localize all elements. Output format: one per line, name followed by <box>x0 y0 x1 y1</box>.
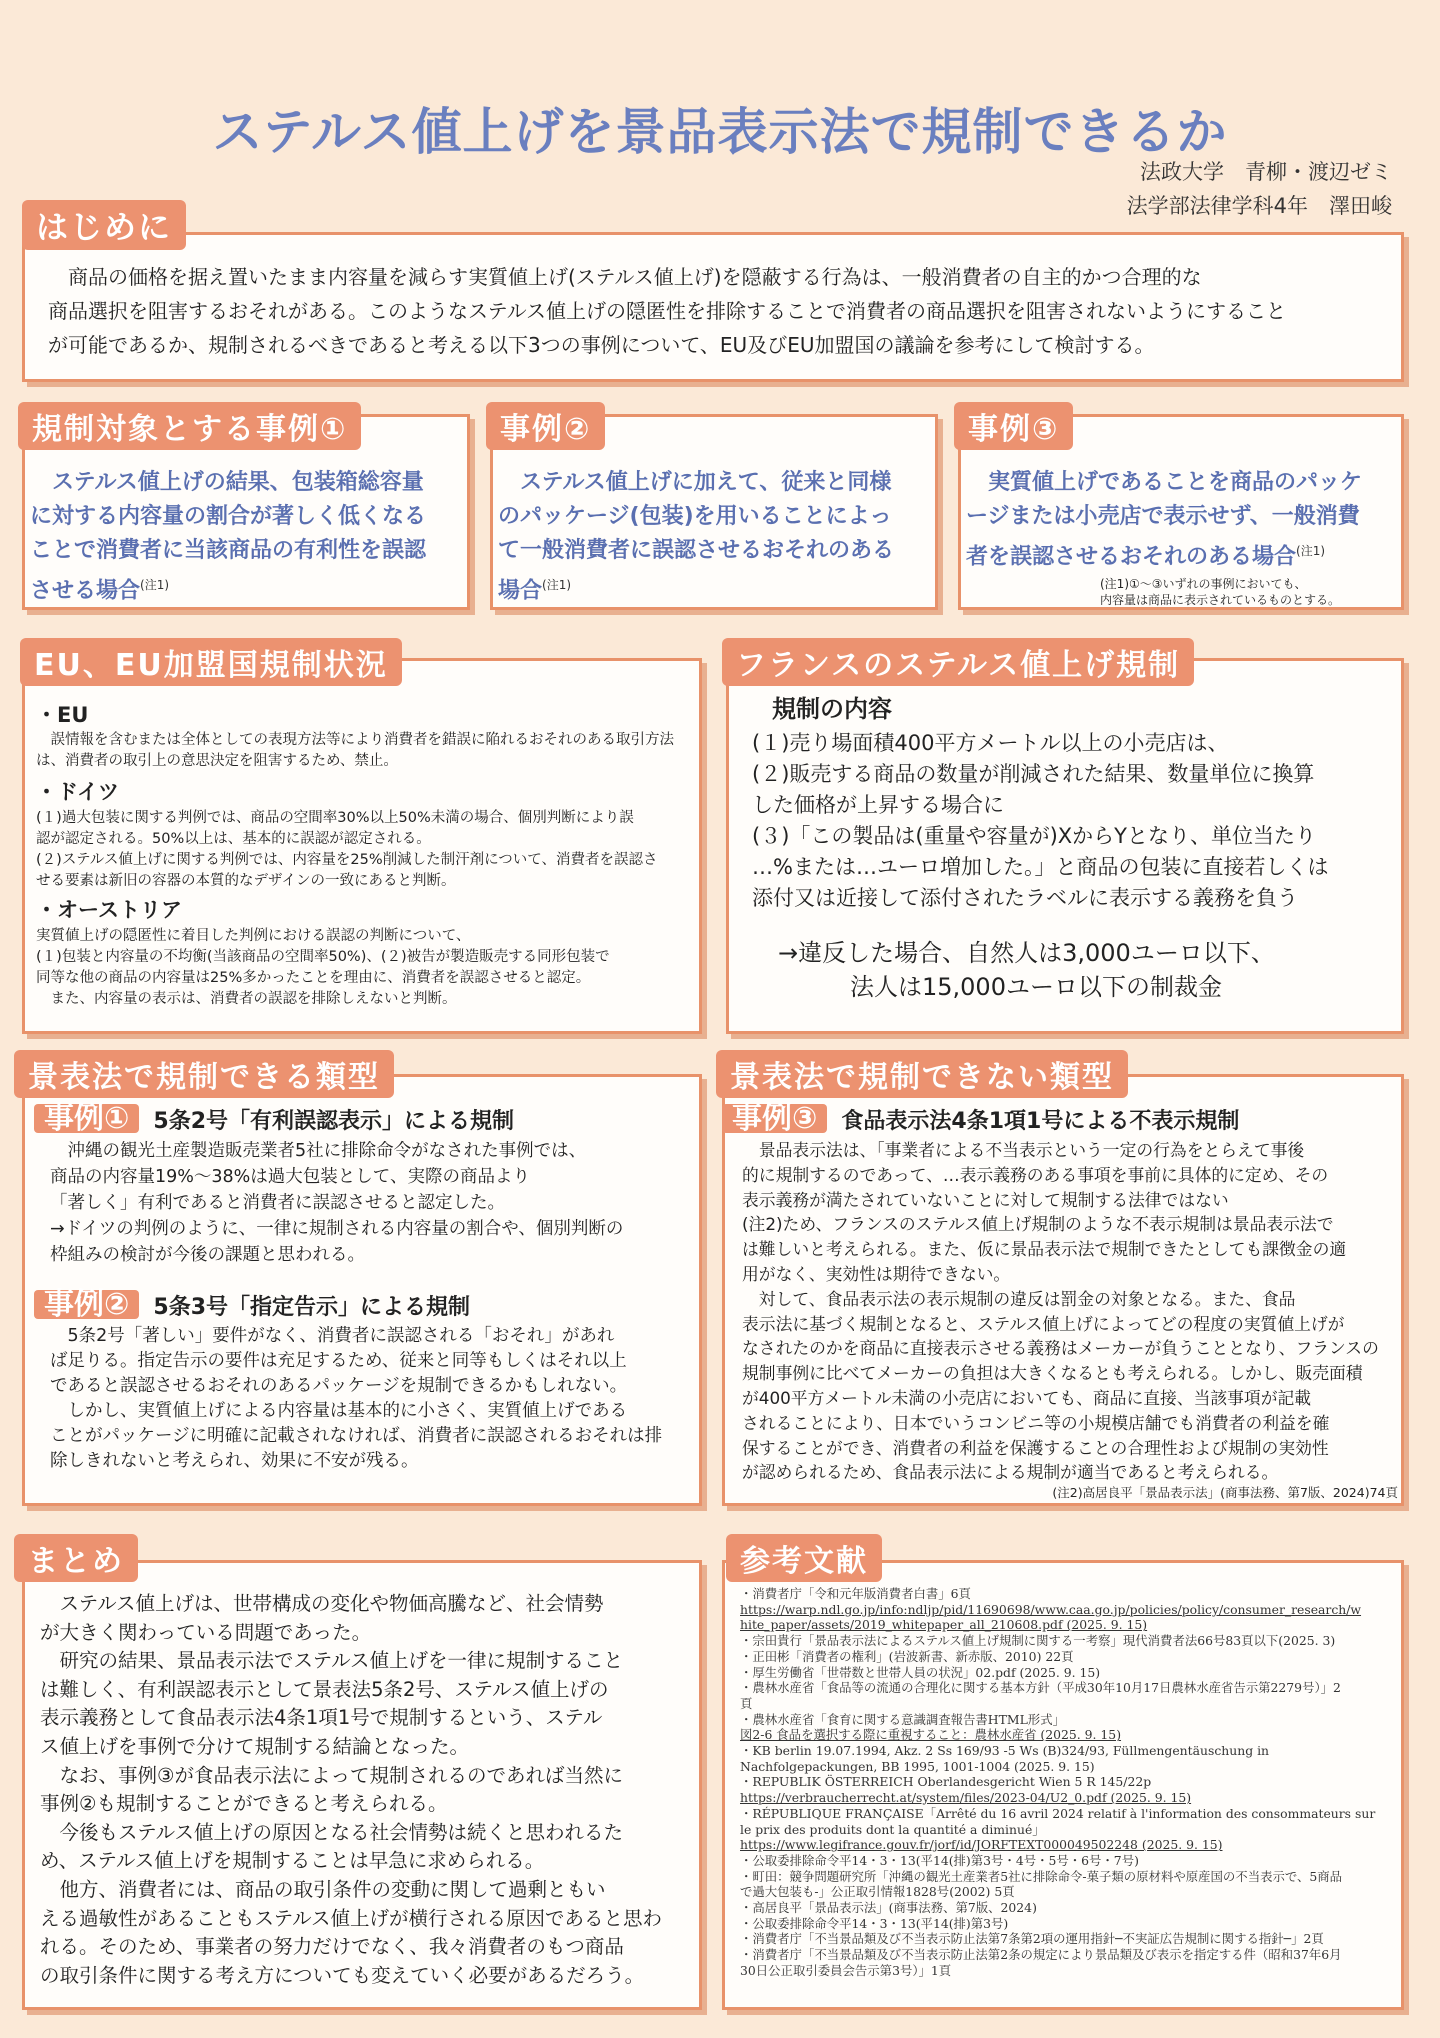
can-case2-tag: 事例② <box>34 1290 139 1319</box>
can-case1-tag: 事例① <box>34 1104 139 1133</box>
refs-list: ・消費者庁「令和元年版消費者白書」6頁 https://warp.ndl.go.jp/info:ndljp/pid/11690698/www.caa.go.jp/policies/policy/consumer_research/w hite_paper/assets/2019_whitepaper_all_210608.pdf (2025. 9. 15) ・宗田貴行「景品表示法によるステルス値上げ規制に関する一考察」現代消費者法66号83頁以下(2025. 3) ・正田彬「消費者の権利」(岩波新書、新赤版、2010) 22頁 ・厚生労働省「世帯数と世帯人員の状況」02.pdf (2025. 9. 15) ・農林水産省「食品等の流通の合理化に関する基本方針（平成30年10月17日農林水産省告示第2279号）」2 頁 ・農林水産省「食育に関する意識調査報告書HTML形式」 図2-6 食品を選択する際に重視すること：農林水産省 (2025. 9. 15) ・KB berlin 19.07.1994, Akz. 2 Ss 169/93 -5 Ws (B)324/93, Füllmengentäuschung in Nachfolgepackungen, BB 1995, 1001-1004 (2025. 9. 15) ・REPUBLIK ÖSTERREICH Oberlandesgericht Wien 5 R 145/22p https://verbraucherrecht.at/system/files/2023-04/U2_0.pdf (2025. 9. 15) ・RÉPUBLIQUE FRANÇAISE「Arrêté du 16 avril 2024 relatif à l'information des consommateurs sur le prix des produits dont la quantité a diminué」 https://www.legifrance.gouv.fr/jorf/id/JORFTEXT000049502248 (2025. 9. 15) ・公取委排除命令平14・3・13(平14(排)第3号・4号・5号・6号・7号) ・町田：競争問題研究所「沖縄の観光土産業者5社に排除命令-菓子類の原材料や原産国の不当表示で、5商品 で過大包装も-」公正取引情報1828号(2002) 5頁 ・高居良平「景品表示法」(商事法務、第7版、2024) ・公取委排除命令平14・3・13(平14(排)第3号) ・消費者庁「不当景品類及び不当表示防止法第7条第2項の運用指針─不実証広告規制に関する指針─」2頁 ・消費者庁「不当景品類及び不当表示防止法第2条の規定により景品類及び表示を指定する件（昭和37年6月 30日公正取引委員会告示第3号）」1頁 <box>740 1586 1376 1978</box>
case1-heading: 規制対象とする事例① <box>18 402 361 450</box>
cannot-case3-tag: 事例③ <box>722 1104 827 1133</box>
author-line-2: 法学部法律学科4年 澤田峻 <box>1126 194 1392 218</box>
can-heading: 景表法で規制できる類型 <box>14 1050 394 1098</box>
case3-heading: 事例③ <box>954 402 1073 450</box>
case2-text: ステルス値上げに加えて、従来と同様 のパッケージ(包装)を用いることによっ て一般消費者に誤認させるおそれのある 場合$^{(注1)}$ <box>498 470 895 604</box>
case1-text: ステルス値上げの結果、包装箱総容量 に対する内容量の割合が著しく低くなる ことで消費者に当該商品の有利性を誤認 させる場合$^{(注1)}$ <box>30 470 427 604</box>
author-line-1: 法政大学 青柳・渡辺ゼミ <box>1140 160 1392 184</box>
eu-content: ・EU 誤情報を含むまたは全体としての表現方法等により消費者を錯誤に陥れるおそれのある取引方法 は、消費者の取引上の意思決定を阻害するため、禁止。 ・ドイツ (１)過大包装に関する判例では、商品の空間率30%以上50%未満の場合、個別判断により誤 認が認定される。50%以上は、基本的に誤認が認定される。 (２)ステルス値上げに関する判例では、内容量を25%削減した制汗剤について、消費者を誤認さ せる要素は新旧の容器の本質的なデザインの一致にあると判断。 ・オーストリア 実質値上げの隠匿性に着目した判例における誤認の判断について、 (１)包装と内容量の不均衡(当該商品の空間率50%)、(２)被告が製造販売する同形包装で 同等な他の商品の内容量は25%多かったことを理由に、消費者を誤認させると認定。 また、内容量の表示は、消費者の誤認を排除しえないと判断。 <box>36 703 674 1007</box>
france-heading: フランスのステルス値上げ規制 <box>722 638 1194 686</box>
eu-heading: EU、EU加盟国規制状況 <box>20 638 402 686</box>
can-case1: 事例① 5条2号「有利誤認表示」による規制 沖縄の観光土産製造販売業者5社に排除命令がなされた事例では、 商品の内容量19%～38%は過大包装として、実際の商品より 「著しく」有利であると消費者に誤認させると認定した。 →ドイツの判例のように、一律に規制される内容量の割合や、個別判断の 枠組みの検討が今後の課題と思われる。 <box>34 1104 704 1268</box>
summary-heading: まとめ <box>14 1534 138 1582</box>
refs-heading: 参考文献 <box>726 1534 882 1582</box>
summary-text: ステルス値上げは、世帯構成の変化や物価高騰など、社会情勢 が大きく関わっている問題であった。 研究の結果、景品表示法でステルス値上げを一律に規制すること は難しく、有利誤認表示として景表法5条2号、ステルス値上げの 表示義務として食品表示法4条1項1号で規制するという、ステル ス値上げを事例で分けて規制する結論となった。 なお、事例③が食品表示法によって規制されるのであれば当然に 事例②も規制することができると考えられる。 今後もステルス値上げの原因となる社会情勢は続くと思われるた め、ステルス値上げを規制することは早急に求められる。 他方、消費者には、商品の取引条件の変動に関して過剰ともい える過敏性があることもステルス値上げが横行される原因であると思わ れる。そのため、事業者の努力だけでなく、我々消費者のもつ商品 の取引条件に関する考え方についても変えていく必要があるだろう。 <box>40 1592 663 1987</box>
can-case2: 事例② 5条3号「指定告示」による規制 5条2号「著しい」要件がなく、消費者に誤認される「おそれ」があれ ば足りる。指定告示の要件は充足するため、従来と同等もしくはそれ以上 であると誤認させるおそれのあるパッケージを規制できるかもしれない。 しかし、実質値上げによる内容量は基本的に小さく、実質値上げである ことがパッケージに明確に記載されなければ、消費者に誤認されるおそれは排 除しきれないと考えられ、効果に不安が残る。 <box>34 1290 704 1474</box>
france-content: 規制の内容 (１)売り場面積400平方メートル以上の小売店は、 (２)販売する商品の数量が削減された結果、数量単位に換算 した価格が上昇する場合に (３)「この製品は(重量や容量が)XからYとなり、単位当たり …%または…ユーロ増加した。」と商品の包装に直接若しくは 添付又は近接して添付されたラベルに表示する義務を負う →違反した場合、自然人は3,000ユーロ以下、 法人は15,000ユーロ以下の制裁金 <box>752 695 1329 1001</box>
case3-footnote: (注1)①～③いずれの事例においても、 内容量は商品に表示されているものとする。 <box>1100 577 1341 607</box>
intro-text: 商品の価格を据え置いたまま内容量を減らす実質値上げ(ステルス値上げ)を隠蔽する行為は、一般消費者の自主的かつ合理的な 商品選択を阻害するおそれがある。このようなステルス値上げの隠匿性を排除することで消費者の商品選択を阻害されないようにすること が可能であるか、規制されるべきであると考える以下3つの事例について、EU及びEU加盟国の議論を参考にして検討する。 <box>48 265 1286 357</box>
case3-text: 実質値上げであることを商品のパッケ ージまたは小売店で表示せず、一般消費 者を誤認させるおそれのある場合$^{(注1)}$ <box>966 470 1363 570</box>
page-title: ステルス値上げを景品表示法で規制できるか <box>212 103 1228 161</box>
cannot-heading: 景表法で規制できない類型 <box>716 1050 1128 1098</box>
case2-heading: 事例② <box>486 402 605 450</box>
intro-heading: はじめに <box>22 200 186 250</box>
cannot-content: 事例③ 食品表示法4条1項1号による不表示規制 景品表示法は、「事業者による不当表示という一定の行為をとらえて事後 的に規制するのであって、…表示義務のある事項を事前に具体的に定め、その 表示義務が満たされていないことに対して規制する法律ではない (注2)ため、フランスのステルス値上げ規制のような不表示規制は景品表示法で は難しいと考えられる。また、仮に景品表示法で規制できたとしても課徴金の適 用がなく、実効性は期待できない。 対して、食品表示法の表示規制の違反は罰金の対象となる。また、食品 表示法に基づく規制となると、ステルス値上げによってどの程度の実質値上げが なされたのかを商品に直接表示させる義務はメーカーが負うこととなり、フランスの 規制事例に比べてメーカーの負担は大きくなるとも考えられる。しかし、販売面積 が400平方メートル未満の小売店においても、商品に直接、当該事項が記載 されることにより、日本でいうコンビニ等の小規模店舗でも消費者の利益を確 保することができ、消費者の利益を保護することの合理性および規制の実効性 が認められるため、食品表示法による規制が適当であると考えられる。 (注2)高居良平「景品表示法」(商事法務、第7版、2024)74頁 <box>722 1104 1402 1501</box>
